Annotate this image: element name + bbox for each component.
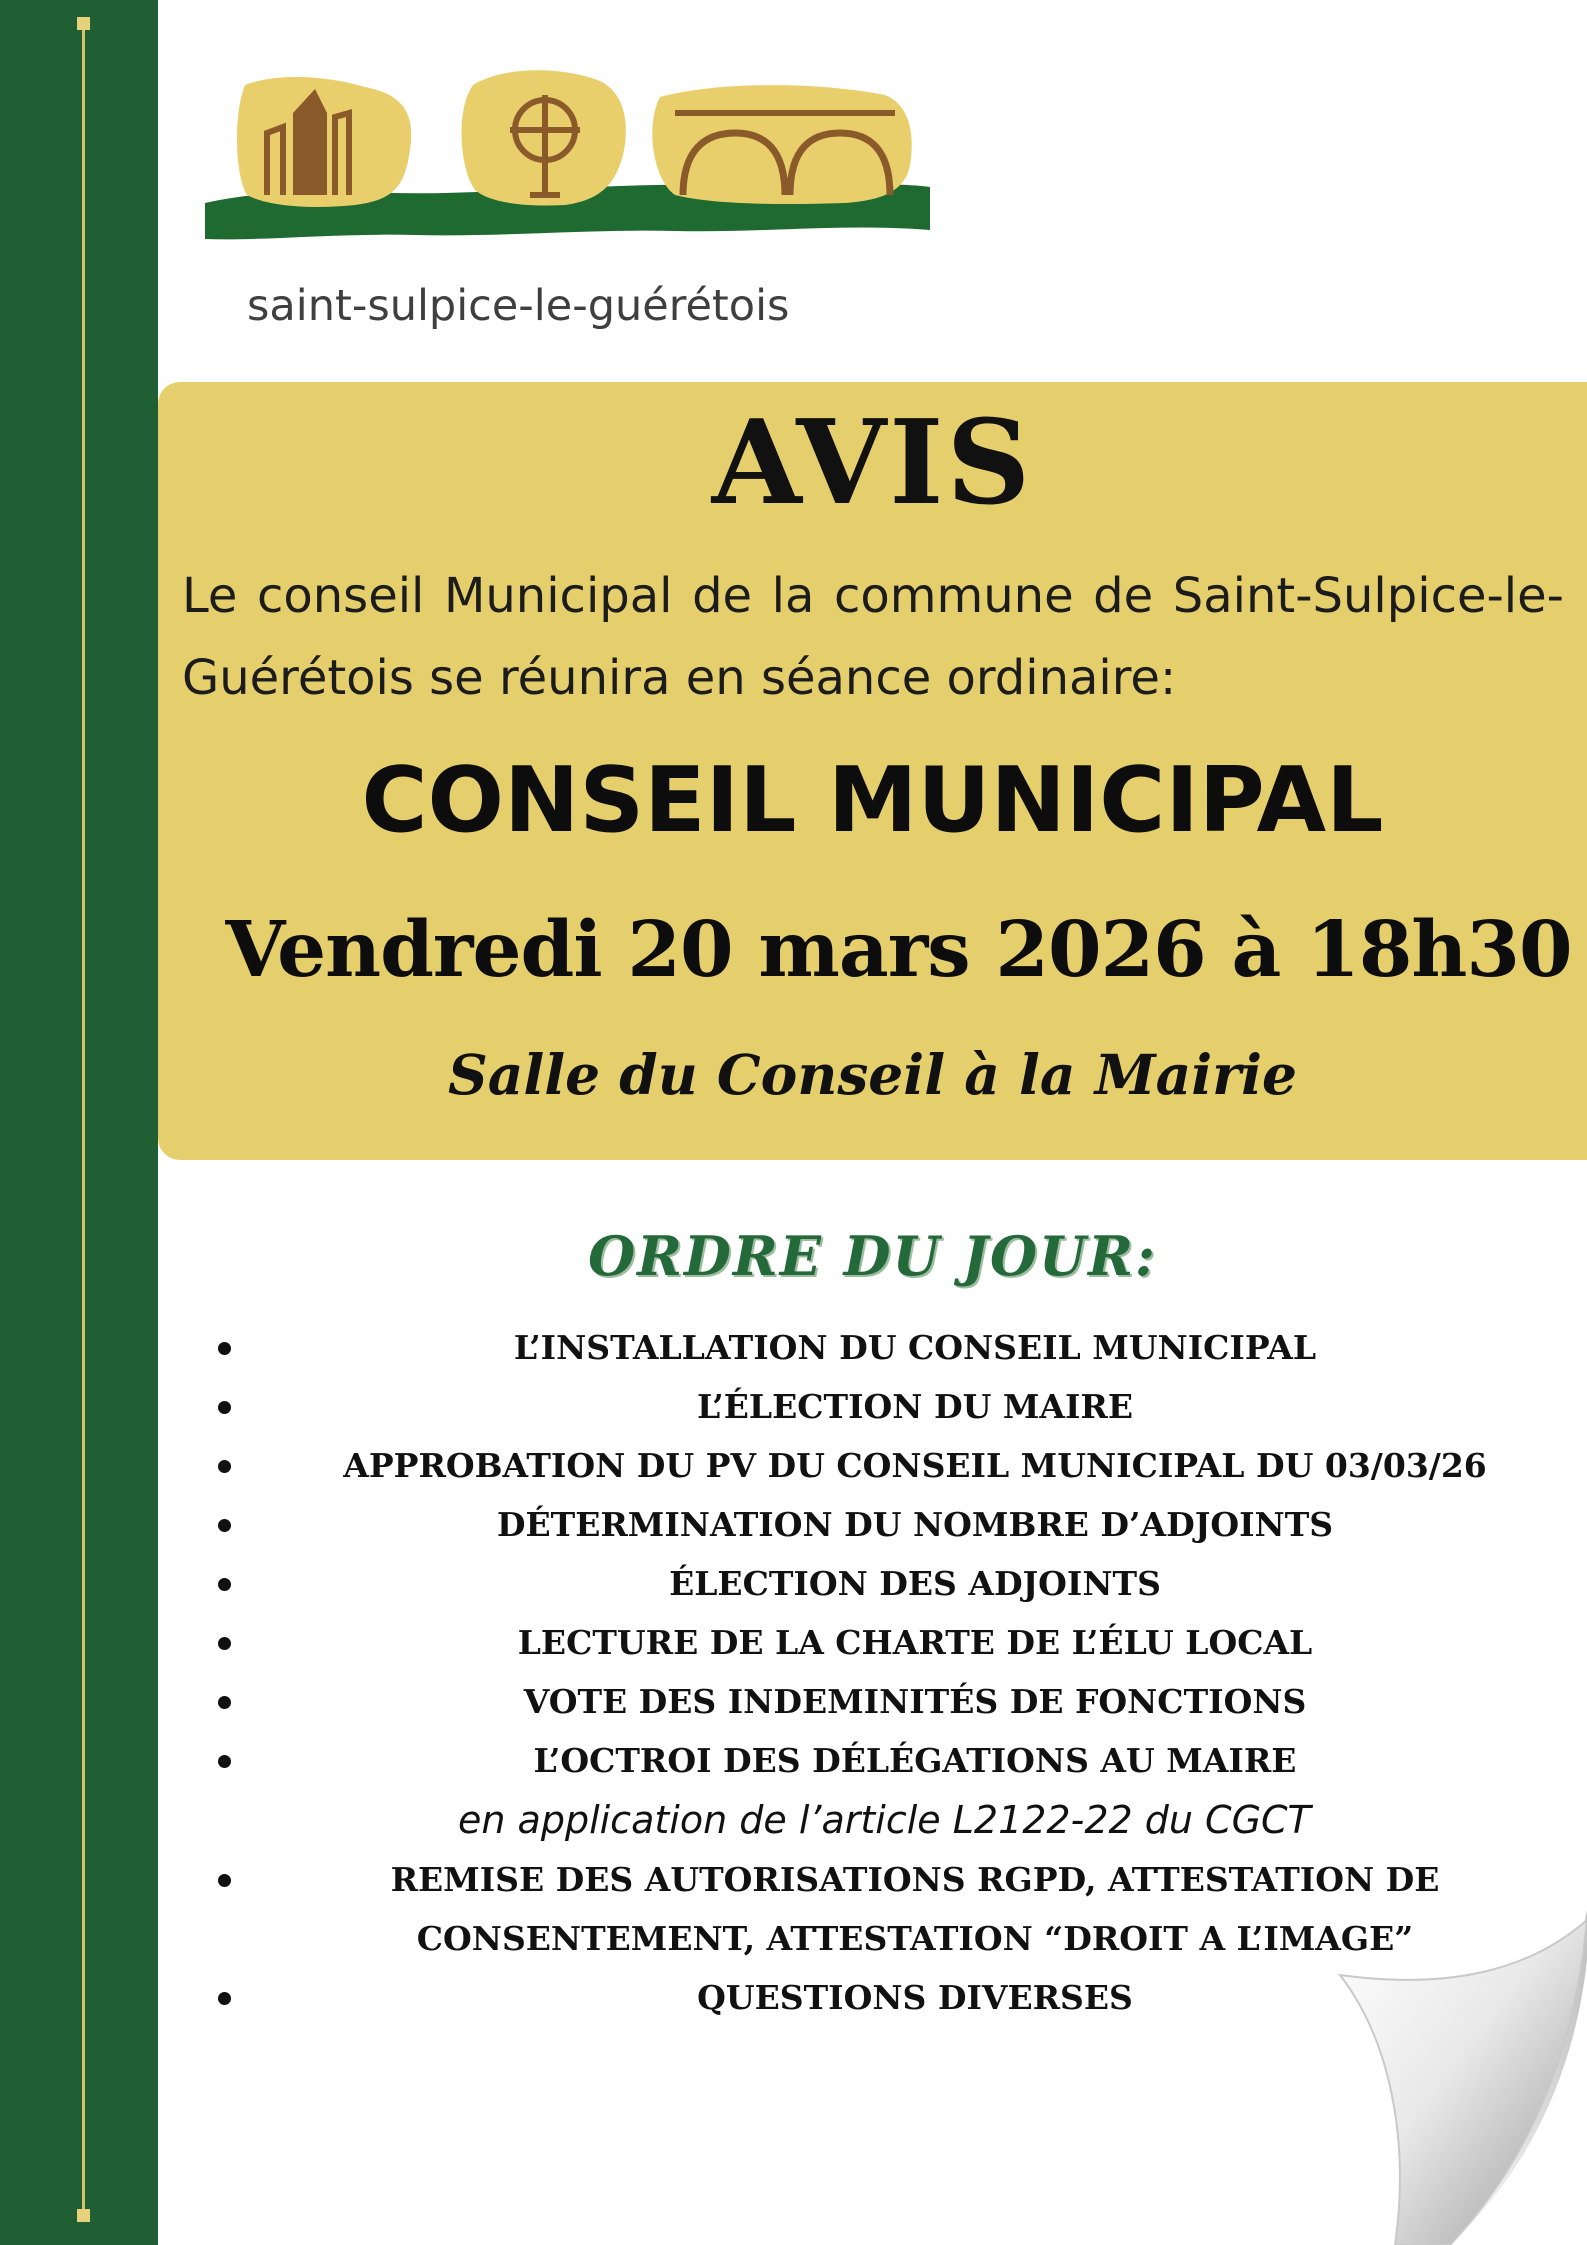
agenda-item-text: VOTE DES INDEMINITÉS DE FONCTIONS [523,1682,1307,1721]
sidebar [0,0,158,2245]
agenda-item [200,1672,1570,1731]
bullet-icon [218,1637,231,1650]
bullet-icon [218,1578,231,1591]
bullet-icon [218,1696,231,1709]
agenda-item [200,1731,1570,1790]
agenda-item-text: ÉLECTION DES ADJOINTS [669,1564,1161,1603]
logo-text: saint-sulpice-le-guérétois [247,281,790,331]
bullet-icon [218,1342,231,1355]
agenda-item-text: L’ÉLECTION DU MAIRE [697,1387,1133,1426]
agenda-item [200,1613,1570,1672]
rule-cap-bottom [77,2209,90,2222]
meeting-place: Salle du Conseil à la Mairie [448,1042,1297,1107]
agenda-item-text: DÉTERMINATION DU NOMBRE D’ADJOINTS [496,1505,1334,1544]
ruin-tower-icon [237,77,411,207]
bullet-icon [218,1401,231,1414]
agenda-title: ORDRE DU JOUR: [588,1224,1157,1288]
page-curl-icon [1300,1880,1587,2245]
agenda-item [200,1377,1570,1436]
agenda-item-text: LECTURE DE LA CHARTE DE L’ÉLU LOCAL [517,1623,1313,1662]
bullet-icon [218,1755,231,1768]
agenda-item-text: REMISE DES AUTORISATIONS RGPD, ATTESTATION DE CONSENTEMENT, ATTESTATION “DROIT A L’IMAGE” [390,1860,1440,1958]
bullet-icon [218,1460,231,1473]
bullet-icon [218,1874,231,1887]
arched-bridge-icon [652,85,911,204]
notice-title: AVIS [711,395,1034,531]
agenda-note: en application de l’article L2122-22 du CGCT [458,1798,1311,1842]
rule-cap-top [77,17,90,30]
agenda-item-text: APPROBATION DU PV DU CONSEIL MUNICIPAL DU 03/03/26 [343,1446,1487,1485]
bullet-icon [218,1992,231,2005]
agenda-item [200,1495,1570,1554]
meeting-heading: CONSEIL MUNICIPAL [361,748,1384,853]
agenda-item-text: QUESTIONS DIVERSES [697,1978,1133,2017]
agenda-item [200,1436,1570,1495]
agenda-item [200,1554,1570,1613]
commune-logo [205,55,930,340]
agenda-item-text: L’INSTALLATION DU CONSEIL MUNICIPAL [513,1328,1317,1367]
agenda-item-text: L’OCTROI DES DÉLÉGATIONS AU MAIRE [533,1741,1297,1780]
notice-intro: Le conseil Municipal de la commune de Saint-Sulpice-le-Guérétois se réunira en séance ordinaire: [182,568,1564,706]
meeting-date: Vendredi 20 mars 2026 à 18h30 [225,905,1572,995]
agenda-item [200,1318,1570,1377]
celtic-cross-tree-icon [461,70,625,205]
logo-graphic [205,55,930,275]
bullet-icon [218,1519,231,1532]
sidebar-rule [82,24,85,2216]
